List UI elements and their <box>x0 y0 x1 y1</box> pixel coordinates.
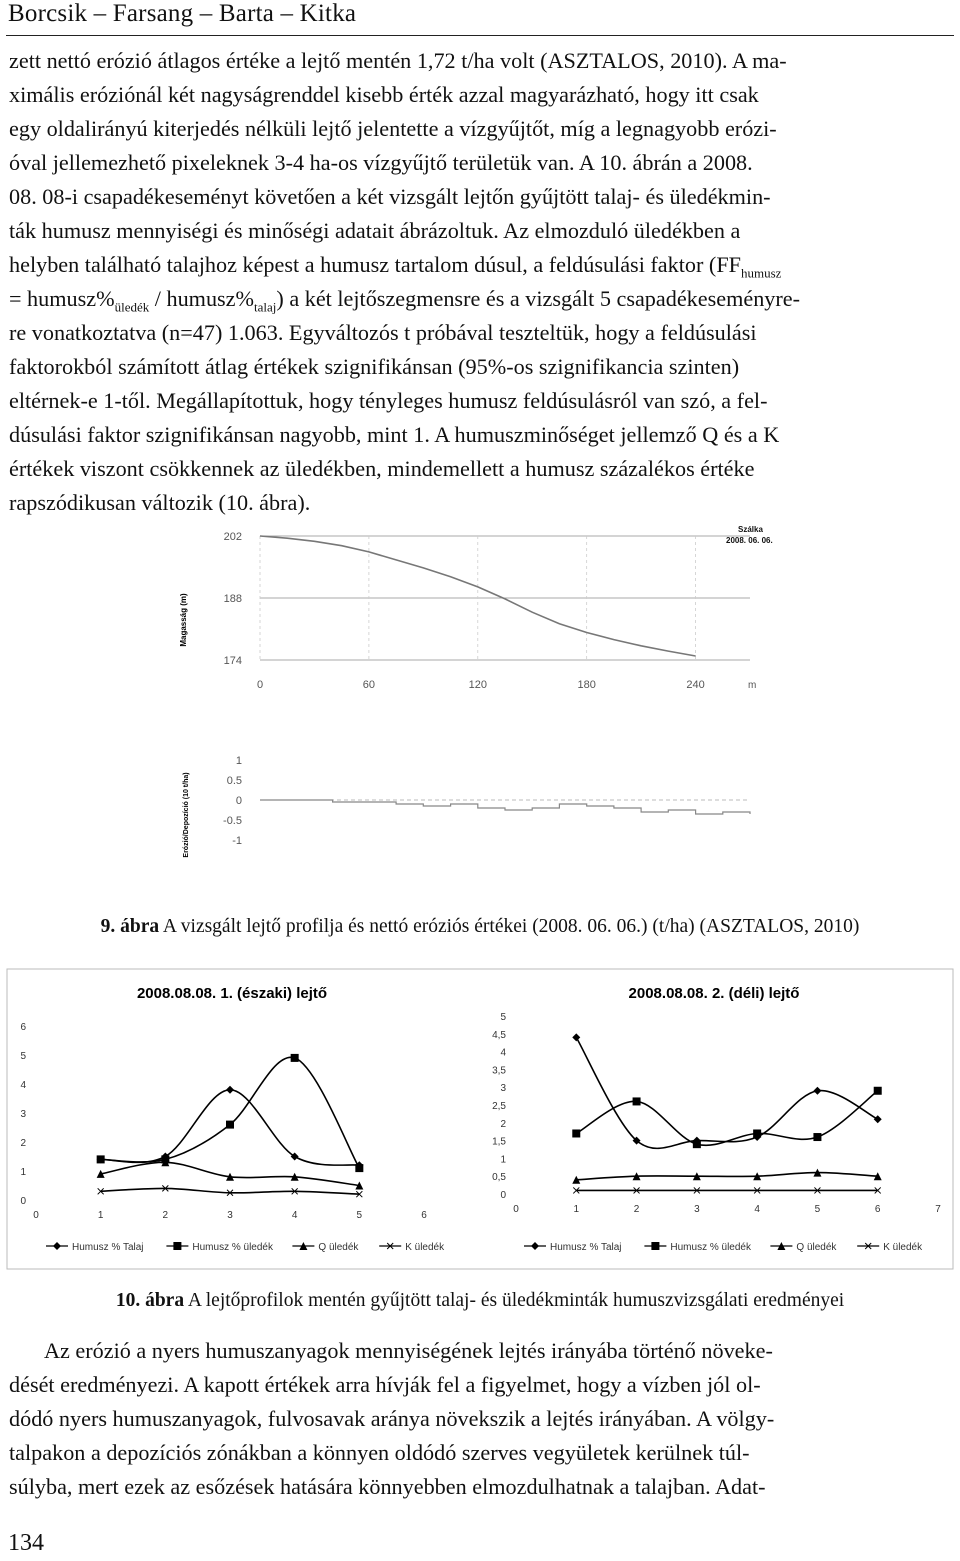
legend-label: K üledék <box>883 1242 923 1253</box>
text-run: helyben található talajhoz képest a humusz tartalom dúsul, a feldúsulási faktor (FF <box>9 252 741 277</box>
marker-square <box>173 1242 181 1250</box>
x-tick-label: 0 <box>33 1210 39 1221</box>
subscript: humusz <box>741 265 782 281</box>
figure-10-caption <box>0 1290 960 1312</box>
y-tick-label: 174 <box>223 655 242 667</box>
x-tick-label: 6 <box>421 1210 427 1221</box>
y-tick-label: 202 <box>223 531 242 543</box>
y-tick-label: 2 <box>20 1138 26 1149</box>
marker-square <box>753 1129 761 1137</box>
text-line: értékek viszont csökkennek az üledékben, mindemellett a humusz százalékos értéke <box>9 456 755 481</box>
text-line: egy oldalirányú kiterjedés nélküli lejtő jelentette a vízgyűjtőt, míg a legnagyobb erózi- <box>9 116 777 141</box>
y-tick-label: -1 <box>232 835 242 847</box>
figure-9-caption <box>0 916 960 938</box>
legend-label: Humusz % Talaj <box>550 1242 622 1253</box>
legend-label: Q üledék <box>796 1242 837 1253</box>
caption-text: A vizsgált lejtő profilja és nettó eróziós értékei (2008. 06. 06.) (t/ha) (ASZTALOS, 2010) <box>159 916 860 937</box>
erosion-chart <box>223 755 750 847</box>
subscript: talaj <box>254 299 277 315</box>
legend-label: Humusz % üledék <box>670 1242 751 1253</box>
marker-square <box>355 1164 363 1172</box>
y-tick-label: -0.5 <box>223 815 242 827</box>
legend-label: Humusz % üledék <box>192 1242 273 1253</box>
legend-label: Q üledék <box>318 1242 359 1253</box>
marker-square <box>693 1140 701 1148</box>
y-tick-label: 5 <box>20 1051 26 1062</box>
chart-title: 2008.08.08. 1. (északi) lejtő <box>136 985 328 1002</box>
running-header: Borcsik – Farsang – Barta – Kitka <box>8 0 357 27</box>
marker-square <box>226 1121 234 1129</box>
marker-square <box>633 1097 641 1105</box>
y-tick-label: 4 <box>500 1047 506 1059</box>
chart-annotation: 2008. 06. 06. <box>726 536 773 545</box>
legend-label: K üledék <box>405 1242 445 1253</box>
figure-10-chart <box>6 968 954 1270</box>
y-tick-label: 2,5 <box>492 1101 506 1112</box>
y-axis-label: Erózió/Depozíció (10 t/ha) <box>183 772 190 858</box>
text-line: dúsulási faktor szignifikánsan nagyobb, mint 1. A humuszminőséget jellemző Q és a K <box>9 422 780 447</box>
text-line: faktorokból számított átlag értékek szignifikánsan (95%-os szignifikancia szinten) <box>9 354 740 379</box>
x-tick-label: 6 <box>874 1204 881 1215</box>
y-tick-label: 4 <box>20 1080 26 1091</box>
figure-9-chart <box>150 510 810 870</box>
header-rule <box>6 35 954 36</box>
chart-annotation: Szálka <box>738 525 763 534</box>
text-line: zett nettó erózió átlagos értéke a lejtő mentén 1,72 t/ha volt (ASZTALOS, 2010). A ma- <box>9 48 787 73</box>
text-run: = humusz% <box>9 286 115 311</box>
text-line: dését eredményezi. A kapott értékek arra hívják fel a figyelmet, hogy a vízben jól ol- <box>9 1372 761 1397</box>
x-tick-label: 1 <box>97 1210 104 1221</box>
marker-square <box>291 1054 299 1062</box>
x-tick-label: 3 <box>694 1204 700 1215</box>
x-tick-label: 4 <box>754 1204 760 1215</box>
text-line: Az erózió a nyers humuszanyagok mennyiségének lejtés irányába történő növeke- <box>44 1338 773 1363</box>
y-tick-label: 0 <box>235 795 242 807</box>
text-line: ximális eróziónál két nagyságrenddel kisebb érték azzal magyarázható, hogy itt csak <box>9 82 759 107</box>
y-tick-label: 0.5 <box>226 775 242 787</box>
y-tick-label: 0,5 <box>492 1172 506 1184</box>
caption-number: 9. ábra <box>100 916 160 937</box>
y-tick-label: 1 <box>20 1167 26 1178</box>
text-line: óval jellemezhető pixeleknek 3-4 ha-os vízgyűjtő területük van. A 10. ábrán a 2008. <box>9 150 753 175</box>
text-line: eltérnek-e 1-től. Megállapítottuk, hogy tényleges humusz feldúsulásról van szó, a fel- <box>9 388 768 413</box>
text-run: ) a két lejtőszegmensre és a vizsgált 5 csapadékeseményre- <box>276 286 801 311</box>
x-tick-label: 2 <box>162 1210 169 1221</box>
x-tick-label: 5 <box>356 1210 363 1221</box>
text-line: súlyba, mert ezek az esőzések hatására könnyebben elmozdulhatnak a talajban. Adat- <box>9 1474 766 1499</box>
text-run: / humusz% <box>149 286 254 311</box>
text-line: rapszódikusan változik (10. ábra). <box>9 490 311 515</box>
x-tick-label: 120 <box>468 679 487 691</box>
subscript: üledék <box>114 299 150 315</box>
x-tick-label: 60 <box>362 679 376 691</box>
x-tick-label: 5 <box>814 1204 821 1215</box>
text-line <box>9 282 953 317</box>
marker-square <box>651 1242 659 1250</box>
y-tick-label: 3 <box>500 1083 506 1095</box>
page-number: 134 <box>8 1530 44 1556</box>
text-line: dódó nyers humuszanyagok, fulvosavak aránya növekszik a lejtés irányában. A völgy- <box>9 1406 775 1431</box>
y-tick-label: 6 <box>20 1022 26 1033</box>
marker-square <box>874 1087 882 1095</box>
y-tick-label: 3 <box>20 1109 26 1120</box>
x-tick-label: 2 <box>633 1204 640 1215</box>
x-tick-label: 1 <box>573 1204 580 1215</box>
x-tick-label: 240 <box>686 679 705 691</box>
y-tick-label: 188 <box>223 593 242 605</box>
marker-square <box>813 1133 821 1141</box>
y-tick-label: 4,5 <box>492 1029 506 1041</box>
y-tick-label: 5 <box>500 1012 506 1023</box>
x-axis-label: m <box>748 680 757 691</box>
text-line: 08. 08-i csapadékeseményt követően a két vizsgált lejtőn gyűjtött talaj- és üledékmin- <box>9 184 771 209</box>
x-tick-label: 180 <box>577 679 596 691</box>
profile-chart <box>224 531 705 691</box>
figure-9-grid <box>260 536 750 660</box>
x-tick-label: 0 <box>256 679 264 691</box>
x-tick-label: 0 <box>513 1204 519 1215</box>
text-line: ták humusz mennyiségi és minőségi adatait ábrázoltuk. Az elmozduló üledékben a <box>9 218 741 243</box>
chart-frame <box>7 969 953 1269</box>
legend-label: Humusz % Talaj <box>72 1242 144 1253</box>
y-tick-label: 3,5 <box>492 1065 506 1077</box>
caption-number: 10. ábra <box>115 1290 185 1311</box>
text-line <box>9 248 953 283</box>
chart-title: 2008.08.08. 2. (déli) lejtő <box>628 985 800 1002</box>
marker-square <box>97 1155 105 1163</box>
y-tick-label: 2 <box>500 1118 506 1130</box>
y-tick-label: 0 <box>20 1196 26 1207</box>
x-tick-label: 3 <box>227 1210 233 1221</box>
y-axis-label: Magasság (m) <box>179 593 188 647</box>
x-tick-label: 7 <box>935 1204 941 1215</box>
y-tick-label: 1 <box>500 1154 506 1166</box>
y-tick-label: 1 <box>235 755 242 767</box>
erosion-step-line <box>260 800 750 814</box>
x-tick-label: 4 <box>291 1210 298 1221</box>
y-tick-label: 1,5 <box>492 1136 506 1148</box>
text-line: re vonatkoztatva (n=47) 1.063. Egyváltozós t próbával teszteltük, hogy a feldúsulási <box>9 320 757 345</box>
marker-square <box>572 1129 580 1137</box>
y-tick-label: 0 <box>500 1190 506 1201</box>
text-line: talpakon a depozíciós zónákban a könnyen oldódó szerves vegyületek kerülnek túl- <box>9 1440 750 1465</box>
caption-text: A lejtőprofilok mentén gyűjtött talaj- és üledékminták humuszvizsgálati eredményei <box>184 1290 845 1311</box>
